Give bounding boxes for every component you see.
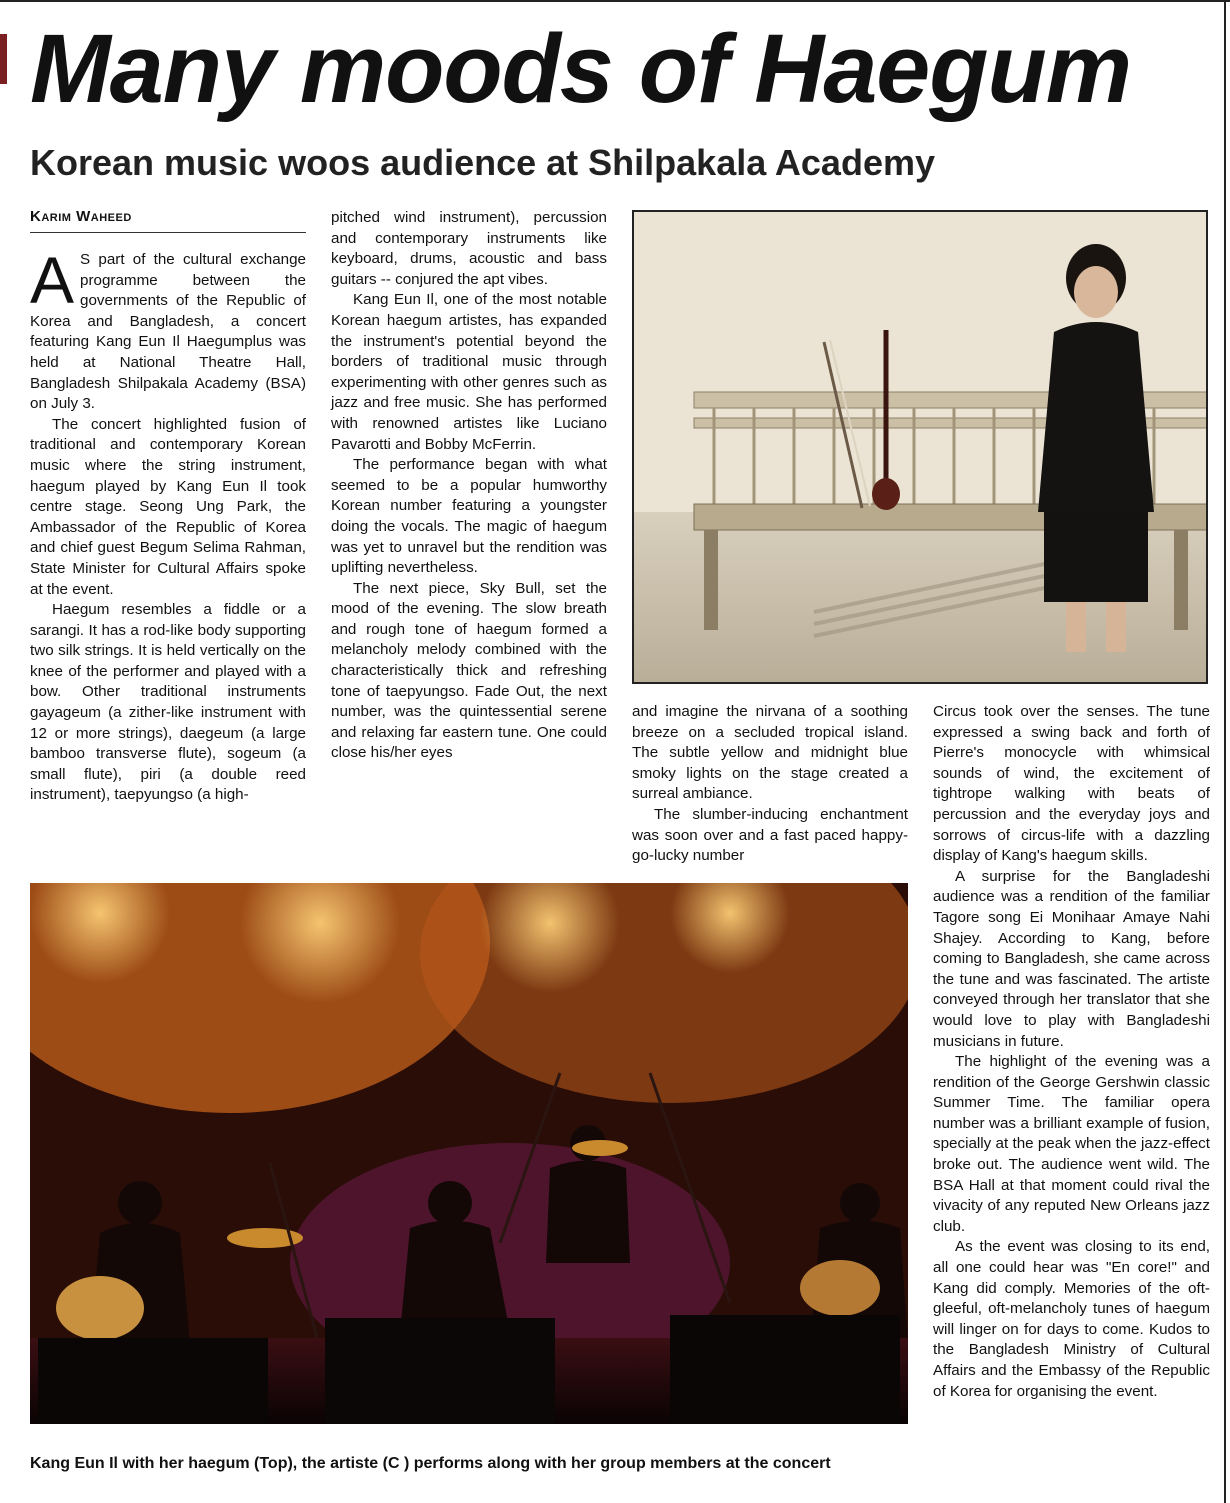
paragraph: A surprise for the Bangladeshi audience was a rendition of the familiar Tagore song Ei Monihaar Amaye Nahi Shajey. According to Kang, before coming to Bangladesh, she came across the tune and was fascinated. The artiste conveyed through her translator that she would love to play with Bangladeshi musicians in future. bbox=[933, 867, 1210, 1050]
photo-woman-with-haegum bbox=[632, 210, 1208, 684]
top-rule bbox=[0, 0, 1230, 2]
paragraph: Circus took over the senses. The tune expressed a swing back and forth of Pierre's monocycle with whimsical sounds of wind, the excitement of tightrope walking with beats of percussion and the everyday joys and sorrows of circus-life with a dazzling display of Kang's haegum skills. bbox=[933, 703, 1210, 865]
article-column-1 bbox=[30, 243, 306, 806]
paragraph: The next piece, Sky Bull, set the mood of the evening. The slow breath and rough tone of haegum formed a melancholy melody combined with the characteristically thick and refreshing tone of taepyungso. Fade Out, the next number, was the quintessential serene and relaxing far eastern tune. One could close his/her eyes bbox=[331, 579, 607, 762]
paragraph bbox=[30, 243, 306, 415]
photo-caption: Kang Eun Il with her haegum (Top), the artiste (C ) performs along with her group members at the concert bbox=[30, 1455, 831, 1472]
paragraph-text: S part of the cultural exchange programme between the governments of the Republic of Korea and Bangladesh, a concert featuring Kang Eun Il Haegumplus was held at National Theatre Hall, Bangladesh Shilpakala Academy (BSA) on July 3. bbox=[30, 251, 306, 413]
right-rule bbox=[1224, 0, 1226, 1503]
photo-bottom-illustration bbox=[30, 883, 908, 1424]
subheadline: Korean music woos audience at Shilpakala Academy bbox=[30, 142, 935, 183]
paragraph: and imagine the nirvana of a soothing breeze on a secluded tropical island. The subtle yellow and midnight blue smoky lights on the stage created a surreal ambiance. bbox=[632, 703, 908, 803]
paragraph: Kang Eun Il, one of the most notable Korean haegum artistes, has expanded the instrument's potential beyond the borders of traditional music through experimenting with other genres such as jazz and free music. She has performed with renowned artistes like Luciano Pavarotti and Bobby McFerrin. bbox=[331, 291, 607, 453]
article-column-2 bbox=[331, 208, 607, 764]
paragraph: The performance began with what seemed to be a popular humworthy Korean number featuring a youngster doing the vocals. The magic of haegum was yet to unravel but the rendition was uplifting nevertheless. bbox=[331, 456, 607, 577]
photo-band-on-stage bbox=[30, 883, 908, 1424]
paragraph: The slumber-inducing enchantment was soon over and a fast paced happy-go-lucky number bbox=[632, 805, 908, 865]
article-column-4 bbox=[933, 702, 1210, 1402]
article-column-3 bbox=[632, 702, 908, 867]
paragraph: The highlight of the evening was a rendition of the George Gershwin classic Summer Time. The familiar opera number was a brilliant example of fusion, specially at the peak when the jazz-effect broke out. The audience went wild. The BSA Hall at that moment could rival the vivacity of any reputed New Orleans jazz club. bbox=[933, 1053, 1210, 1235]
accent-bar bbox=[0, 34, 7, 84]
photo-top-illustration bbox=[634, 212, 1206, 682]
byline: Karim Waheed bbox=[30, 208, 132, 225]
paragraph: Haegum resembles a fiddle or a sarangi. It has a rod-like body supporting two silk strings. It is held vertically on the knee of the performer and played with a bow. Other traditional instruments gayageum (a zither-like instrument with 12 or more strings), daegeum (a large bamboo transverse flute), sogeum (a small flute), piri (a double reed instrument), taepyungso (a high- bbox=[30, 601, 306, 804]
paragraph: The concert highlighted fusion of traditional and contemporary Korean music where the string instrument, haegum played by Kang Eun Il took centre stage. Seong Ung Park, the Ambassador of the Republic of Korea and chief guest Begum Selima Rahman, State Minister for Cultural Affairs spoke at the event. bbox=[30, 415, 306, 598]
byline-rule bbox=[30, 232, 306, 233]
headline: Many moods of Haegum bbox=[30, 14, 1131, 123]
drop-cap: A bbox=[30, 243, 75, 317]
paragraph: As the event was closing to its end, all one could hear was "En core!" and Kang did comply. Memories of the oft-gleeful, oft-melancholy tunes of haegum will linger on for days to come. Kudos to the Bangladesh Ministry of Cultural Affairs and the Embassy of the Republic of Korea for organising the event. bbox=[933, 1238, 1210, 1400]
paragraph: pitched wind instrument), percussion and contemporary instruments like keyboard, drums, acoustic and bass guitars -- conjured the apt vibes. bbox=[331, 209, 607, 288]
